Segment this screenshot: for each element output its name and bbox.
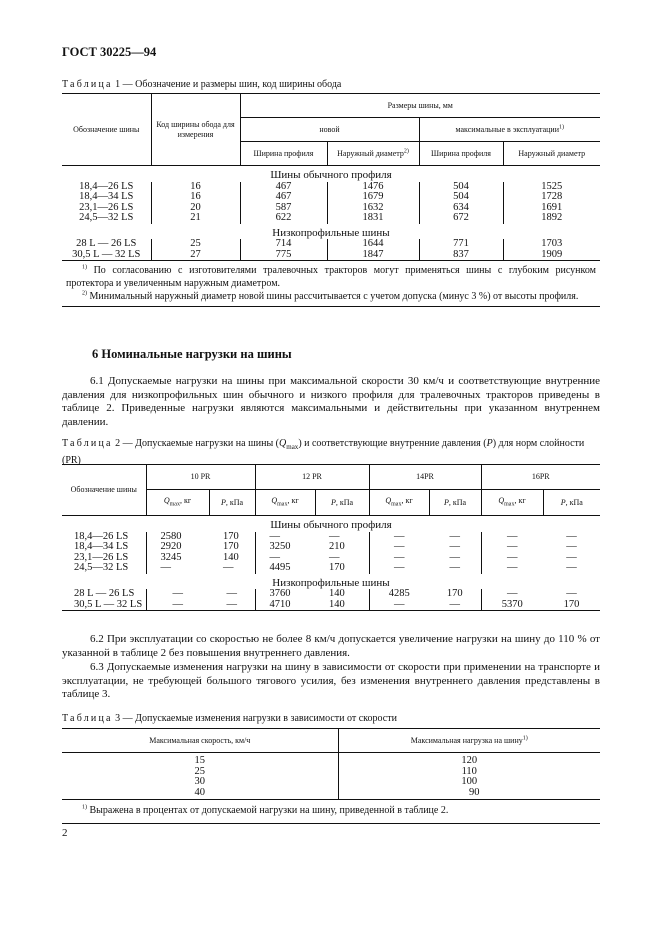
t2-cell: — <box>394 530 405 542</box>
t2-cell: 30,5 L — 32 LS <box>62 600 146 611</box>
t2-h-q: $Q_{max}$, кг <box>255 490 315 516</box>
t2-h-q: $Q_{max}$, кг <box>481 490 543 516</box>
t1-cell: 587 <box>240 203 327 214</box>
t2-cell: — <box>566 551 577 563</box>
t3-cell: 40 <box>62 788 338 800</box>
t3-cell: 120 <box>461 755 478 766</box>
t2-cell: — <box>507 541 518 552</box>
t2-cell: — <box>429 542 481 553</box>
t2-cell: 2920 <box>160 541 182 552</box>
t2-cell: — <box>429 532 481 543</box>
t2-cell: — <box>429 563 481 574</box>
document-header: ГОСТ 30225—94 <box>62 45 157 59</box>
t1-cell: 504 <box>419 192 503 203</box>
t2-cell: 170 <box>209 532 255 543</box>
t3-h-speed: Максимальная скорость, км/ч <box>62 729 338 753</box>
t2-cell: — <box>507 562 518 573</box>
t2-cell: — <box>507 551 518 563</box>
t2-cell: 23,1—26 LS <box>62 553 146 564</box>
t2-cell: — <box>209 589 255 600</box>
t2-cell: — <box>209 563 255 574</box>
t2-cell: — <box>315 532 369 543</box>
t1-h-diam: Наружный диаметр$^{2)}$ <box>327 142 419 166</box>
t2-cell: 140 <box>315 600 369 611</box>
t2-cell: 4495 <box>269 562 291 573</box>
t1-section-title: Шины обычного профиля <box>270 169 392 181</box>
t2-h-p: P, кПа <box>209 490 255 516</box>
t1-h-code: Код ширины обода для измерения <box>151 94 240 166</box>
t2-h-group: 12 PR <box>255 465 369 490</box>
t1-cell: 1847 <box>327 250 419 261</box>
t3-cell: 90 <box>338 788 600 800</box>
t2-cell: — <box>269 551 280 563</box>
t2-cell: — <box>209 600 255 611</box>
t1-cell: 1703 <box>541 238 563 249</box>
t2-cell: — <box>369 600 429 611</box>
t1-cell: 622 <box>240 213 327 224</box>
t2-h-group: 16PR <box>481 465 600 490</box>
t1-cell: 30,5 L — 32 LS <box>62 250 151 261</box>
t2-h-q: $Q_{max}$, кг <box>369 490 429 516</box>
t1-cell: 634 <box>419 203 503 214</box>
t1-cell: 467 <box>240 192 327 203</box>
t2-h-group: 14PR <box>369 465 481 490</box>
t3-cell: 30 <box>62 777 338 788</box>
t2-cell: — <box>315 553 369 564</box>
t2-cell: — <box>566 588 577 599</box>
t2-section-title: Низкопрофильные шины <box>272 576 390 589</box>
t2-cell: 24,5—32 LS <box>62 563 146 574</box>
t2-cell: 170 <box>429 589 481 600</box>
t1-cell: 21 <box>151 213 240 224</box>
t3-cell: 110 <box>461 765 477 777</box>
t2-cell: — <box>394 541 405 552</box>
t1-cell: 1644 <box>327 239 419 250</box>
t2-cell: — <box>160 562 171 573</box>
t2-cell: 3250 <box>269 541 291 552</box>
t1-cell: 1831 <box>327 213 419 224</box>
t1-cell: 1476 <box>327 182 419 193</box>
t1-cell: 714 <box>240 239 327 250</box>
t2-h-p: P, кПа <box>429 490 481 516</box>
t2-h-designation: Обозначение шины <box>62 465 146 516</box>
t1-cell: 504 <box>419 182 503 193</box>
t3-cell: 15 <box>62 753 338 767</box>
t2-cell: 4285 <box>388 588 410 599</box>
t1-cell: 1525 <box>541 180 563 192</box>
t2-cell: 3760 <box>269 588 291 599</box>
t1-cell: 24,5—32 LS <box>62 213 151 224</box>
paragraph-6-1: 6.1 Допускаемые нагрузки на шины при максимальной скорости 30 км/ч и соответствующие внутренние давления для низкопрофильных шин обычного и низкого профиля для тралевочных тракторов приведены в таблице 2. Приведенные нагрузки являются максимальными и действительны при указанном внутреннем давлении. <box>62 375 600 428</box>
table3-caption: Таблица 3 — Допускаемые изменения нагрузки в зависимости от скорости <box>62 713 397 724</box>
t1-cell: 16 <box>151 182 240 193</box>
t3-h-load: Максимальная нагрузка на шину$^{1)}$ <box>338 729 600 753</box>
t2-cell: — <box>566 530 577 542</box>
t2-h-p: P, кПа <box>315 490 369 516</box>
t2-cell: 3245 <box>160 551 182 563</box>
t1-cell: 16 <box>151 192 240 203</box>
t1-cell: 467 <box>240 182 327 193</box>
t1-h-diam2: Наружный диаметр <box>503 142 600 166</box>
t2-cell: — <box>566 562 577 573</box>
t2-cell: — <box>429 600 481 611</box>
t1-section-title: Низкопрофильные шины <box>272 226 390 239</box>
t1-cell: 837 <box>419 250 503 261</box>
t1-cell: 1728 <box>541 191 563 202</box>
table1-caption: Таблица 1 — Обозначение и размеры шин, код ширины обода <box>62 79 342 90</box>
t1-cell: 1909 <box>503 250 600 261</box>
t1-cell: 1691 <box>541 201 563 213</box>
t2-cell: 5370 <box>481 600 543 611</box>
t2-h-p: P, кПа <box>543 490 600 516</box>
t1-cell: 771 <box>419 239 503 250</box>
t2-cell: 170 <box>315 563 369 574</box>
t1-cell: 28 L — 26 LS <box>62 239 151 250</box>
t1-cell: 1632 <box>327 203 419 214</box>
t2-cell: — <box>394 551 405 563</box>
t2-cell: — <box>269 530 280 542</box>
t1-cell: 25 <box>151 239 240 250</box>
page-number: 2 <box>62 827 68 839</box>
t2-cell: — <box>566 541 577 552</box>
t2-cell: 28 L — 26 LS <box>62 589 146 600</box>
t2-cell: 2580 <box>160 530 182 542</box>
t1-cell: 672 <box>419 213 503 224</box>
t1-h-sizes: Размеры шины, мм <box>240 94 600 118</box>
t2-cell: 210 <box>315 542 369 553</box>
t2-cell: — <box>172 588 183 599</box>
t3-footnote: $^{1)}$ Выражена в процентах от допускаемой нагрузки на шину, приведенной в таблице 2. <box>62 800 600 824</box>
t2-cell: 170 <box>209 542 255 553</box>
table1 <box>62 93 600 307</box>
t2-cell: — <box>394 562 405 573</box>
t1-cell: 18,4—26 LS <box>62 182 151 193</box>
t1-cell: 18,4—34 LS <box>62 192 151 203</box>
t2-cell: — <box>146 600 209 611</box>
paragraph-6-3: 6.3 Допускаемые изменения нагрузки на шину в зависимости от скорости при применении на транспорте и эксплуатации, не требующей большого тягового усилия, без изменения внутреннего давления представлены в таблице 3. <box>62 661 600 700</box>
paragraph-6-2: 6.2 При эксплуатации со скоростью не более 8 км/ч допускается увеличение нагрузки на шину до 110 % от указанной в таблице 2 без повышения внутреннего давления. <box>62 633 600 659</box>
t2-cell: — <box>507 530 518 542</box>
t1-cell: 23,1—26 LS <box>62 203 151 214</box>
t1-h-max: максимальные в эксплуатации$^{1)}$ <box>419 118 600 142</box>
t1-cell: 1892 <box>541 212 563 223</box>
t3-cell: 25 <box>62 767 338 778</box>
section-heading: 6 Номинальные нагрузки на шины <box>92 347 292 361</box>
t1-footnotes: $^{1)}$ По согласованию с изготовителями тралевочных тракторов могут применяться шины с глубоким рисунком протектора и увеличенным наружным диаметром. $^{2)}$ Минимальный наружный диаметр новой шины рассчитывается с учетом допуска (минус 3 %) от высоты профиля. <box>62 261 600 307</box>
t3-cell: 100 <box>461 776 478 787</box>
t1-cell: 27 <box>151 250 240 261</box>
t2-cell: — <box>429 553 481 564</box>
table2-caption: Таблица 2 — Допускаемые нагрузки на шины $(Q_{max})$ и соответствующие внутренние давления (P) для норм слойности (PR) <box>62 438 585 466</box>
t2-cell: 18,4—26 LS <box>62 532 146 543</box>
t2-cell: 18,4—34 LS <box>62 542 146 553</box>
t1-h-width: Ширина профиля <box>240 142 327 166</box>
t2-section-title: Шины обычного профиля <box>270 519 392 531</box>
t1-h-new: новой <box>240 118 419 142</box>
t1-cell: 775 <box>240 250 327 261</box>
t2-cell: 140 <box>209 553 255 564</box>
t1-h-width2: Ширина профиля <box>419 142 503 166</box>
t2-h-q: $Q_{max}$, кг <box>146 490 209 516</box>
t1-h-designation: Обозначение шины <box>62 94 151 166</box>
t2-h-group: 10 PR <box>146 465 255 490</box>
t1-cell: 20 <box>151 203 240 214</box>
t1-cell: 1679 <box>327 192 419 203</box>
t2-cell: 170 <box>543 600 600 611</box>
t2-cell: 4710 <box>255 600 315 611</box>
t2-cell: 140 <box>315 589 369 600</box>
table3 <box>62 728 600 824</box>
table2 <box>62 464 600 611</box>
t2-cell: — <box>507 588 518 599</box>
